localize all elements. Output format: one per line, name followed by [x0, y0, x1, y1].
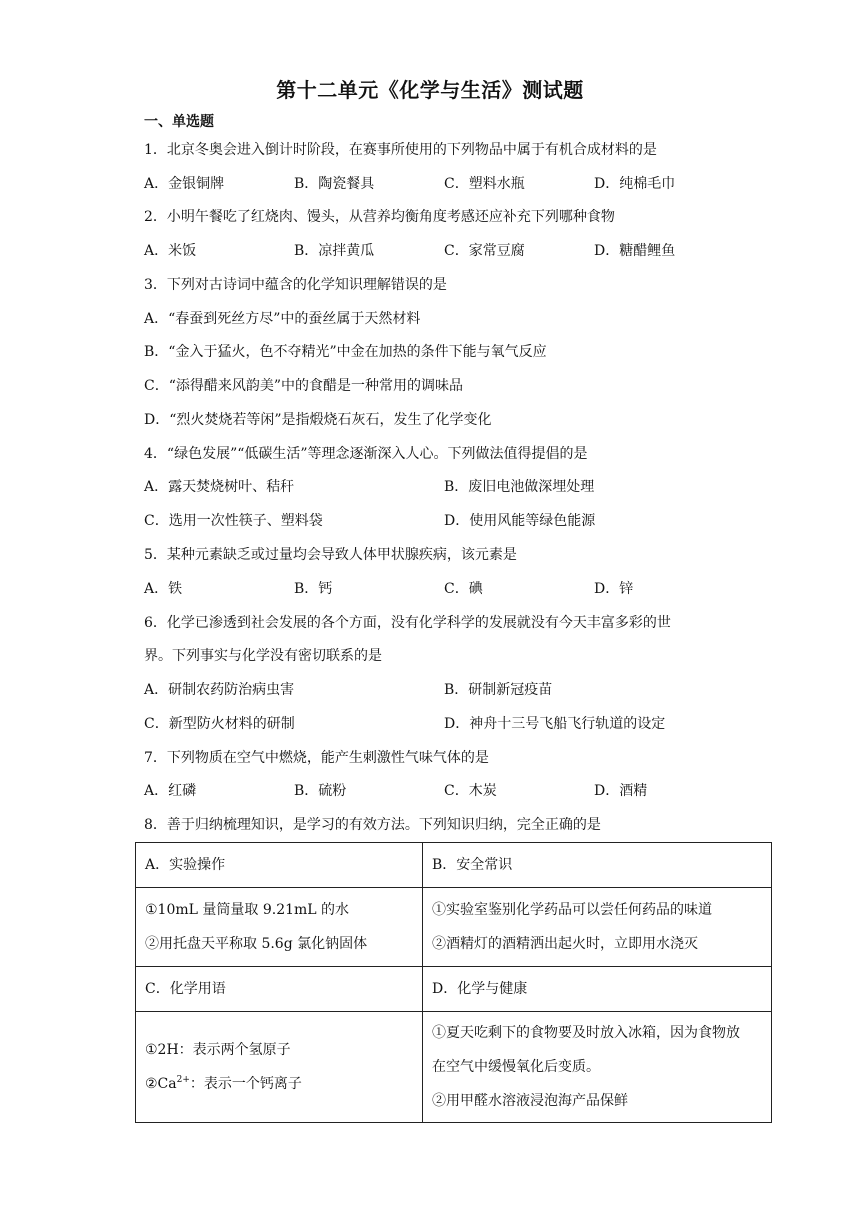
q4-option-c: C．选用一次性筷子、塑料袋 [144, 513, 323, 529]
cell-c-content [136, 1012, 423, 1123]
cell-a-heading: A．实验操作 [136, 843, 423, 888]
cell-d-line-2: ②用甲醛水溶液浸泡海产品保鲜 [432, 1093, 628, 1109]
q3-option-b: B．“金入于猛火，色不夺精光”中金在加热的条件下能与氧气反应 [144, 344, 547, 360]
cell-d-line-1: ①夏天吃剩下的食物要及时放入冰箱，因为食物放 [432, 1025, 740, 1041]
cell-b-line-1: ①实验室鉴别化学药品可以尝任何药品的味道 [432, 902, 712, 918]
table-row [136, 967, 772, 1012]
q2-option-a: A．米饭 [144, 243, 197, 259]
cell-d-heading: D．化学与健康 [423, 967, 772, 1012]
section-heading: 一、单选题 [144, 114, 214, 130]
q5-option-a: A．铁 [144, 581, 183, 597]
table-row [136, 843, 772, 888]
cell-a-line-1: ①10mL 量筒量取 9.21mL 的水 [145, 902, 350, 918]
cell-b-heading: B．安全常识 [423, 843, 772, 888]
question-8-stem: 8．善于归纳梳理知识，是学习的有效方法。下列知识归纳，完全正确的是 [144, 817, 601, 833]
page-title: 第十二单元《化学与生活》测试题 [276, 78, 584, 102]
q5-option-d: D．锌 [594, 581, 634, 597]
question-2-stem: 2．小明午餐吃了红烧肉、馒头，从营养均衡角度考感还应补充下列哪种食物 [144, 209, 615, 225]
q2-option-c: C．家常豆腐 [444, 243, 525, 259]
q1-option-c: C．塑料水瓶 [444, 176, 525, 192]
q5-option-c: C．碘 [444, 581, 483, 597]
cell-a-line-2: ②用托盘天平称取 5.6g 氯化钠固体 [145, 936, 368, 952]
q7-option-d: D．酒精 [594, 783, 648, 799]
cell-c-line-1: ①2H：表示两个氢原子 [145, 1042, 291, 1058]
q1-option-a: A．金银铜牌 [144, 176, 225, 192]
cell-d-line-1-cont: 在空气中缓慢氧化后变质。 [432, 1059, 600, 1075]
q1-option-b: B．陶瓷餐具 [294, 176, 375, 192]
q3-option-a: A．“春蚕到死丝方尽”中的蚕丝属于天然材料 [144, 311, 421, 327]
q4-option-d: D．使用风能等绿色能源 [444, 513, 596, 529]
question-1-stem: 1．北京冬奥会进入倒计时阶段，在赛事所使用的下列物品中属于有机合成材料的是 [144, 142, 657, 158]
q7-option-c: C．木炭 [444, 783, 497, 799]
knowledge-table [135, 842, 772, 1123]
q3-option-d: D．“烈火焚烧若等闲”是指煅烧石灰石，发生了化学变化 [144, 412, 492, 428]
q1-option-d: D．纯棉毛巾 [594, 176, 676, 192]
q7-option-b: B．硫粉 [294, 783, 347, 799]
q7-option-a: A．红磷 [144, 783, 197, 799]
q2-option-b: B．凉拌黄瓜 [294, 243, 375, 259]
cell-d-content [423, 1012, 772, 1123]
q2-option-d: D．糖醋鲤鱼 [594, 243, 676, 259]
question-6-stem: 6．化学已渗透到社会发展的各个方面，没有化学科学的发展就没有今天丰富多彩的世 [144, 615, 671, 631]
cell-a-content [136, 888, 423, 967]
question-7-stem: 7．下列物质在空气中燃烧，能产生刺激性气味气体的是 [144, 750, 489, 766]
cell-c-heading: C．化学用语 [136, 967, 423, 1012]
question-6-stem-cont: 界。下列事实与化学没有密切联系的是 [144, 648, 382, 664]
table-row [136, 1012, 772, 1123]
cell-b-content [423, 888, 772, 967]
q4-option-a: A．露天焚烧树叶、秸秆 [144, 479, 295, 495]
question-5-stem: 5．某种元素缺乏或过量均会导致人体甲状腺疾病，该元素是 [144, 547, 517, 563]
q6-option-d: D．神舟十三号飞船飞行轨道的设定 [444, 716, 666, 732]
cell-c-line-2: $②Ca^{2+}$：表示一个钙离子 [145, 1075, 302, 1092]
q6-option-a: A．研制农药防治病虫害 [144, 682, 295, 698]
question-3-stem: 3．下列对古诗词中蕴含的化学知识理解错误的是 [144, 277, 447, 293]
q4-option-b: B．废旧电池做深埋处理 [444, 479, 595, 495]
question-4-stem: 4．“绿色发展”“低碳生活”等理念逐渐深入人心。下列做法值得提倡的是 [144, 446, 588, 462]
q3-option-c: C．“添得醋来风韵美”中的食醋是一种常用的调味品 [144, 378, 464, 394]
cell-b-line-2: ②酒精灯的酒精洒出起火时，立即用水浇灭 [432, 936, 698, 952]
table-row [136, 888, 772, 967]
q5-option-b: B．钙 [294, 581, 333, 597]
q6-option-b: B．研制新冠疫苗 [444, 682, 553, 698]
q6-option-c: C．新型防火材料的研制 [144, 716, 295, 732]
